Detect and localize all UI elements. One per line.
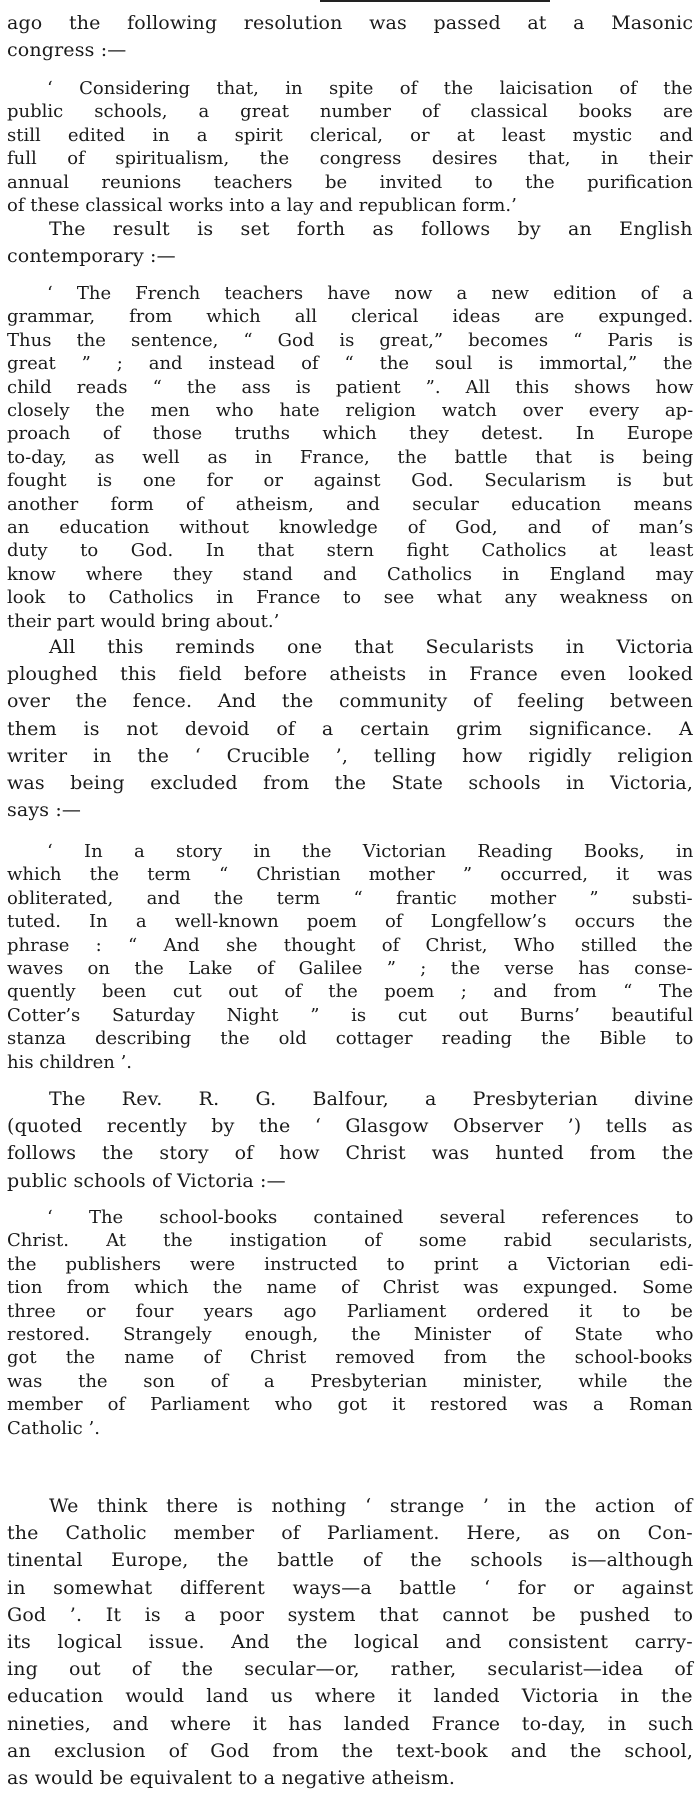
quote-line: ‘ Considering that, in spite of the laicisation of the [47,78,693,99]
text-line: tinental Europe, the battle of the schools is—although [7,1549,694,1572]
quote-line: got the name of Christ removed from the school-books [7,1347,693,1369]
text-line: congress :— [7,39,127,62]
text-line: education would land us where it landed Victoria in the [7,1685,693,1708]
quote-line: of these classical works into a lay and republican form.’ [7,195,517,217]
text-line: writer in the ‘ Crucible ’, telling how rigidly religion [7,744,694,767]
text-line: ago the following resolution was passed at a Masonic [7,12,694,34]
paragraph-editorial-conclusion [7,1493,693,1792]
quote-school-books [7,1206,693,1440]
quote-line: great ” ; and instead of “ the soul is immortal,” the [7,353,693,375]
paragraph-rev-balfour [7,1086,693,1195]
quote-line: Catholic ’. [7,1417,100,1439]
quote-line: their part would bring about.’ [7,610,280,632]
quote-line: restored. Strangely enough, the Minister of State who [7,1324,694,1346]
quote-line: obliterated, and the term “ frantic mother ” substi- [7,887,693,909]
text-line: ing out of the secular—or, rather, secularist—idea of [7,1658,694,1681]
text-line: public schools of Victoria :— [7,1169,286,1192]
quote-line: duty to God. In that stern fight Catholics at least [7,540,694,562]
text-line: them is not devoid of a certain grim significance. A [7,717,693,740]
paragraph-secularists-victoria [7,634,693,824]
text-line: follows the story of how Christ was hunted from the [7,1142,694,1165]
quote-line: closely the men who hate religion watch over every ap- [7,400,694,422]
text-line: was being excluded from the State schools in Victoria, [7,772,694,795]
text-line: We think there is nothing ‘ strange ’ in the action of [49,1495,693,1517]
quote-line: the publishers were instructed to print a Victorian edi- [7,1253,694,1275]
quote-french-teachers [7,282,693,633]
text-line: The Rev. R. G. Balfour, a Presbyterian divine [49,1088,694,1110]
quote-line: three or four years ago Parliament ordered it to be [7,1300,693,1322]
quote-line: member of Parliament who got it restored was a Roman [7,1394,693,1416]
text-line: All this reminds one that Secularists in Victoria [49,636,694,658]
quote-line: stanza describing the old cottager reading the Bible to [7,1028,694,1050]
text-line: its logical issue. And the logical and consistent carry- [7,1631,693,1654]
quote-masonic-resolution [7,77,693,217]
quote-line: another form of atheism, and secular education means [7,493,693,515]
quote-line: annual reunions teachers be invited to the purification [7,171,693,193]
text-line: contemporary :— [7,245,176,268]
text-line: an exclusion of God from the text-book and the school, [7,1739,694,1762]
paragraph-english-contemporary [7,216,693,270]
quote-line: to-day, as well as in France, the battle that is being [7,446,694,468]
quote-line: ‘ The school-books contained several references to [47,1207,694,1228]
quote-line: child reads “ the ass is patient ”. All this shows how [7,376,694,398]
quote-line: was the son of a Presbyterian minister, while the [7,1370,693,1392]
quote-line: an education without knowledge of God, and of man’s [7,517,694,539]
quote-line: fought is one for or against God. Secularism is but [7,470,693,492]
quote-line: Cotter’s Saturday Night ” is cut out Burns’ beautiful [7,1004,694,1026]
quote-line: his children ’. [7,1051,133,1073]
quote-line: Thus the sentence, “ God is great,” becomes “ Paris is [7,329,694,351]
text-line: over the fence. And the community of feeling between [7,690,694,713]
quote-line: quently been cut out of the poem ; and from “ The [7,981,694,1003]
text-line: in somewhat different ways—a battle ‘ for or against [7,1576,694,1599]
quote-line: waves on the Lake of Galilee ” ; the verse has conse- [7,958,693,980]
quote-line: Christ. At the instigation of some rabid secularists, [7,1230,693,1252]
text-line: nineties, and where it has landed France to-day, in such [7,1712,694,1735]
paragraph-masonic-intro [7,10,693,64]
text-line: says :— [7,799,82,822]
text-line: as would be equivalent to a negative atheism. [7,1767,456,1790]
quote-line: look to Catholics in France to see what any weakness on [7,587,694,609]
quote-line: tion from which the name of Christ was expunged. Some [7,1277,693,1299]
quote-line: still edited in a spirit clerical, or at least mystic and [7,124,694,146]
text-line: The result is set forth as follows by an English [49,218,693,240]
quote-line: which the term “ Christian mother ” occurred, it was [7,864,693,886]
quote-line: tuted. In a well-known poem of Longfellow’s occurs the [7,911,693,933]
quote-line: grammar, from which all clerical ideas are expunged. [7,306,694,328]
quote-line: phrase : “ And she thought of Christ, Who stilled the [7,934,693,956]
top-rule [320,0,550,2]
quote-line: know where they stand and Catholics in England may [7,563,694,585]
quote-victorian-reading-books [7,840,693,1074]
quote-line: full of spiritualism, the congress desires that, in their [7,148,693,170]
quote-line: proach of those truths which they detest. In Europe [7,423,694,445]
text-line: the Catholic member of Parliament. Here, as on Con- [7,1522,693,1545]
quote-line: public schools, a great number of classical books are [7,101,694,123]
quote-line: ‘ In a story in the Victorian Reading Books, in [47,841,694,862]
quote-line: ‘ The French teachers have now a new edition of a [47,283,693,304]
text-line: ploughed this field before atheists in France even looked [7,663,694,686]
text-line: God ’. It is a poor system that cannot be pushed to [7,1603,694,1626]
text-line: (quoted recently by the ‘ Glasgow Observer ’) tells as [7,1115,694,1138]
